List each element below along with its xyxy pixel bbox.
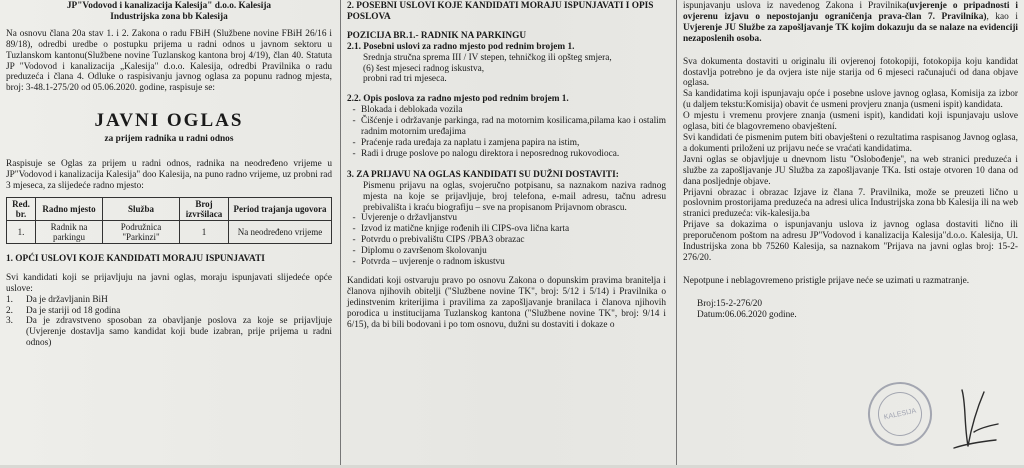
positions-table xyxy=(6,197,332,244)
table-header: Radno mjesto xyxy=(36,197,103,220)
table-header: Broj izvršilaca xyxy=(180,197,229,220)
table-header: Period trajanja ugovora xyxy=(229,197,332,220)
results-paragraph: Svi kandidati će pismenim putem biti obavješteni o rezultatima raspisanog Javnog oglasa, a dokumenti priloženi uz prijavu neće se vraćati kandidatima. xyxy=(683,132,1018,154)
signature-icon xyxy=(944,384,1004,454)
required-documents-list xyxy=(347,213,666,268)
forms-paragraph: Prijavni obrazac i obrazac Izjave iz člana 7. Pravilnika, može se preuzeti lično u poslovnim prostorijama preduzeća na adresi ulica Industrijska zona bb Kalesija ili na web stranici preduzeća: vik-kalesija.ba xyxy=(683,187,1018,220)
reference-number: Broj:15-2-276/20 xyxy=(697,298,763,309)
list-item: - Potvrda – uvjerenje o radnom iskustvu xyxy=(352,257,505,268)
veterans-paragraph: Kandidati koji ostvaruju pravo po osnovu Zakona o dopunskim pravima branitelja i članova njihovih obitelji ("Službene novine TK", broj: 5/12 i 5/14) i Pravilnika o jedinstvenim kriterijima i pravilima za zapošljavanje branilaca i članova njihovih porodica u institucijama Tuzlanskog kantona ("Službene novine TK", broj: 9/14 i 6/15), da bi bili bodovani i po tom osnovu, dužni su dostaviti i dokaze o xyxy=(347,275,666,330)
list-item: - Uvjerenje o državljanstvu xyxy=(352,213,458,224)
list-item: 1. Da je državljanin BiH xyxy=(6,294,108,305)
list-item: - Praćenje rada uređaja za naplatu i zamjena papira na istim, xyxy=(352,137,580,148)
table-row xyxy=(7,220,332,243)
publication-paragraph: Javni oglas se objavljuje u dnevnom listu ''Oslobođenje'', na web stranici preduzeća i službe za zapošljavanje JU Služba za zapošljavanje TKa. Isti ostaje otvoren 10 dana od dana posljednje objave. xyxy=(683,154,1018,187)
section-1-title: 1. OPĆI USLOVI KOJE KANDIDATI MORAJU ISPUNJAVATI xyxy=(6,253,265,264)
subsection-2-1-title: 2.1. Posebni uslovi za radno mjesto pod rednim brojem 1. xyxy=(347,41,575,52)
column-left xyxy=(0,0,336,468)
company-name: JP"Vodovod i kanalizacija Kalesija" d.o.o. Kalesija xyxy=(66,1,272,11)
job-duties-list xyxy=(347,105,666,160)
section-2-title: 2. POSEBNI USLOVI KOJE KANDIDATI MORAJU ISPUNJAVATI I OPIS POSLOVA xyxy=(347,1,654,22)
commission-paragraph: Sa kandidatima koji ispunjavaju opće i posebne uslove javnog oglasa, Komisija za izbor (u daljem tekstu:Komisija) obavit će usmeni provjeru znanja (usmeni ispit) kandidata. xyxy=(683,89,1018,111)
table-header: Red. br. xyxy=(7,197,36,220)
company-address: Industrijska zona bb Kalesija xyxy=(110,11,228,22)
list-item: 3. Da je zdravstveno sposoban za obavljanje poslova za koje se prijavljuje (Uvjerenje dostavlja samo kandidat koji bude izabran, prije prijema u radni odnos) xyxy=(6,316,332,349)
general-conditions-list xyxy=(6,295,332,350)
exam-notice-paragraph: O mjestu i vremenu provjere znanja (usmeni ispit), kandidati koji ispunjavaju uslove oglasa, biti će blagovremeno obavještení. xyxy=(683,111,1018,133)
table-cell: 1 xyxy=(180,220,229,243)
table-cell: Na neodređeno vrijeme xyxy=(229,220,332,243)
requirement-education: Srednja stručna sprema III / IV stepen, tehničkog ili opšteg smjera, xyxy=(363,52,612,63)
column-middle xyxy=(340,0,672,468)
list-item: - Potvrdu o prebivalištu CIPS /PBA3 obrazac xyxy=(352,235,525,246)
list-item: - Radi i druge poslove po nalogu direktora i neposrednog rukovodioca. xyxy=(352,148,620,159)
requirement-probation: probni rad tri mjeseca. xyxy=(363,74,447,85)
table-cell: Radnik na parkingu xyxy=(36,220,103,243)
ad-title: JAVNI OGLAS xyxy=(94,110,244,132)
document-date: Datum:06.06.2020 godine. xyxy=(697,309,797,320)
section-1-intro: Svi kandidati koji se prijavljuju na javni oglas, moraju ispunjavati slijedeće opće uslove: xyxy=(6,272,332,294)
list-item: - Čišćenje i održavanje parkinga, rad na motornim kosilicama,pilama kao i ostalim radnim motornim uređajima xyxy=(352,116,666,138)
submission-paragraph: Prijave sa dokazima o ispunjavanju uslova iz javnog oglasa dostaviti lično ili preporučenom poštom na adresu JP"Vodovod i kanalizacija Kalesija"d.o.o. Kalesija, Ul. Industrijska zona bb 75260 Kalesija, sa naznakom ''Prijava na javni oglas broj: 15-2-276/20. xyxy=(683,220,1018,263)
list-item: 2. Da je stariji od 18 godina xyxy=(6,305,121,316)
ad-subtitle: za prijem radnika u radni odnos xyxy=(104,134,234,145)
table-header: Služba xyxy=(103,197,180,220)
table-cell: 1. xyxy=(7,220,36,243)
official-stamp-icon: KALESIJA xyxy=(862,376,938,452)
announcement-paragraph: Raspisuje se Oglas za prijem u radni odnos, radnika na neodređeno vrijeme u JP"Vodovod i kanalizacija Kalesija" doo Kalesija, na puno radno vrijeme, uz probni rad 3 mjeseca, za slijedeće radno mjesto: xyxy=(6,159,333,191)
legal-basis-paragraph: Na osnovu člana 20a stav 1. i 2. Zakona o radu FBiH (Službene novine FBiH 26/16 i 89/18), odredbi uredbe o postupku prijema u radni odnos u javnom sektoru u Tuzlanskom kantonu(Službene novine Tuzlanskog kantona broj 4/19), član 40. Statuta JP "Vodovod i kanalizacija „Kalesija" d.o.o. Kalesija, odredbi Pravilnika o radu preduzeća i člana 4. Odluke o raspisivanju javnog oglasa za popunu radnog mjesta, broj: 3-48.1-275/20 od 05.06.2020. godine, raspisuje se: xyxy=(6,28,332,94)
documents-paragraph: Sva dokumenta dostaviti u originalu ili ovjerenoj fotokopiji, fotokopija koju kandidat dostavlja potrebno je da ovjera iste nije starija od 6 mjeseci računajući od dana objave oglasa. xyxy=(683,56,1018,89)
section-3-intro: Pismenu prijavu na oglas, svojeručno potpisanu, sa naznakom naziva radnog mjesta na koje se prijavljuje, broj telefona, e-mail adresu, tačnu adresu prebivališta i kraću biografiju – sve na propisanom Prijavnom obrascu. xyxy=(363,180,666,213)
veterans-proof-paragraph: ispunjavanju uslova iz navedenog Zakona i Pravilnika(uvjerenje o pripadnosti i ovjerenu izjavu o nepostojanju ograničenja prava-član 7. Pravilnika), kao i Uvjerenje JU Službe za zapošljavanje TK kojim dokazuju da se nalaze na evidenciji nezaposlenih osoba. xyxy=(683,1,1018,44)
table-header-row xyxy=(7,197,332,220)
list-item: - Diplomu o završenom školovanju xyxy=(352,246,487,257)
list-item: - Blokada i deblokada vozila xyxy=(352,105,463,116)
requirement-experience: (6) šest mjeseci radnog iskustva, xyxy=(363,63,485,74)
position-title: POZICIJA BR.1.- RADNIK NA PARKINGU xyxy=(347,30,527,41)
subsection-2-2-title: 2.2. Opis poslova za radno mjesto pod rednim brojem 1. xyxy=(347,94,569,105)
section-3-title: 3. ZA PRIJAVU NA OGLAS KANDIDATI SU DUŽNI DOSTAVITI: xyxy=(347,169,619,180)
incomplete-notice-paragraph: Nepotpune i neblagovremeno pristigle prijave neće se uzimati u razmatranje. xyxy=(683,275,970,286)
table-cell: Podružnica "Parkinzi" xyxy=(103,220,180,243)
list-item: - Izvod iz matične knjige rođenih ili CIPS-ova lična karta xyxy=(352,224,570,235)
